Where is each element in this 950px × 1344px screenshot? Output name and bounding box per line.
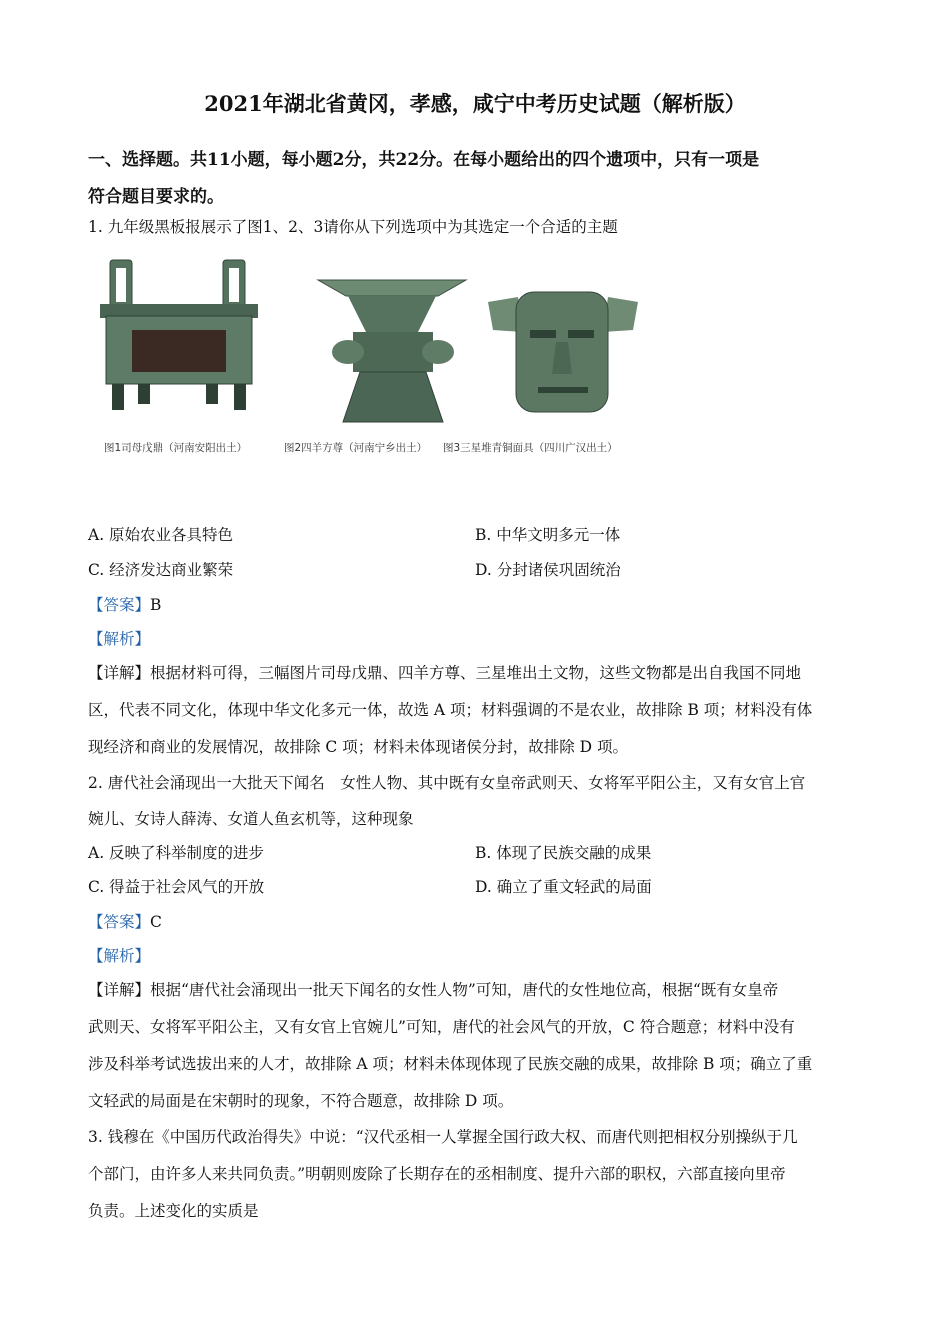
- question-1-figure: [98, 252, 643, 467]
- bronze-artifacts-illustration: [98, 252, 643, 437]
- q2-detail-line3: 涉及科举考试选拔出来的人才，故排除 A 项；材料未体现体现了民族交融的成果，故排除 B 项；确立了重: [88, 1055, 813, 1073]
- q1-option-a[interactable]: A. 原始农业各具特色: [88, 526, 234, 544]
- q1-answer: [88, 593, 161, 615]
- q1-option-d[interactable]: D. 分封诸侯巩固统治: [475, 561, 621, 579]
- q2-option-c[interactable]: C. 得益于社会风气的开放: [88, 878, 265, 896]
- page-title: 2021年湖北省黄冈，孝感，咸宁中考历史试题（解析版）: [204, 91, 746, 116]
- answer-value: C: [150, 913, 162, 931]
- answer-label: 【答案】: [88, 913, 151, 931]
- figure-3-caption: 图3三星堆青铜面具（四川广汉出土）: [443, 442, 618, 454]
- q1-detail-line1: 【详解】根据材料可得，三幅图片司母戊鼎、四羊方尊、三星堆出土文物，这些文物都是出自我国不同地: [88, 664, 802, 682]
- q1-detail-line2: 区，代表不同文化，体现中华文化多元一体，故选 A 项；材料强调的不是农业，故排除 B 项；材料没有体: [88, 701, 813, 719]
- q2-option-a[interactable]: A. 反映了科举制度的进步: [88, 844, 265, 862]
- q2-detail-line4: 文轻武的局面是在宋朝时的现象，不符合题意，故排除 D 项。: [88, 1092, 514, 1110]
- q1-option-b[interactable]: B. 中华文明多元一体: [475, 526, 621, 544]
- q2-option-d[interactable]: D. 确立了重文轻武的局面: [475, 878, 652, 896]
- q2-detail-line2: 武则天、女将军平阳公主，又有女官上官婉儿”可知，唐代的社会风气的开放，C 符合题意；材料中没有: [88, 1018, 795, 1036]
- q1-analysis-label: 【解析】: [88, 630, 151, 648]
- q2-detail-line1: 【详解】根据“唐代社会涌现出一批天下闻名的女性人物”可知，唐代的女性地位高，根据“既有女皇帝: [88, 981, 779, 999]
- question-2-stem-line1: 2. 唐代社会涌现出一大批天下闻名 女性人物、其中既有女皇帝武则天、女将军平阳公主，又有女官上官: [88, 774, 806, 792]
- q1-option-c[interactable]: C. 经济发达商业繁荣: [88, 561, 234, 579]
- figure-1-caption: 图1司母戊鼎（河南安阳出土）: [104, 442, 248, 454]
- bronze-mask-image: [488, 292, 638, 412]
- question-3-stem-line1: 3. 钱穆在《中国历代政治得失》中说：“汉代丞相一人掌握全国行政大权、而唐代则把相权分别操纵于几: [88, 1128, 798, 1146]
- answer-value: B: [150, 596, 162, 614]
- q2-option-b[interactable]: B. 体现了民族交融的成果: [475, 844, 652, 862]
- question-2-stem-line2: 婉儿、女诗人薛涛、女道人鱼玄机等，这种现象: [88, 810, 414, 828]
- q2-answer: [88, 910, 162, 932]
- ding-vessel-image: [100, 260, 258, 410]
- answer-label: 【答案】: [88, 596, 151, 614]
- figure-2-caption: 图2四羊方尊（河南宁乡出土）: [284, 442, 428, 454]
- four-ram-zun-image: [318, 280, 466, 422]
- q2-analysis-label: 【解析】: [88, 947, 151, 965]
- question-1-stem: 1. 九年级黑板报展示了图1、2、3请你从下列选项中为其选定一个合适的主题: [88, 218, 618, 236]
- q1-detail-line3: 现经济和商业的发展情况，故排除 C 项；材料未体现诸侯分封，故排除 D 项。: [88, 738, 628, 756]
- question-3-stem-line2: 个部门，由许多人来共同负责。”明朝则废除了长期存在的丞相制度、提升六部的职权，六部直接向里帝: [88, 1165, 786, 1183]
- section-heading-line1: 一、选择题。共11小题，每小题2分，共22分。在每小题给出的四个遗项中，只有一项是: [88, 150, 760, 170]
- question-3-stem-line3: 负责。上述变化的实质是: [88, 1202, 259, 1220]
- section-heading-line2: 符合题目要求的。: [88, 187, 224, 207]
